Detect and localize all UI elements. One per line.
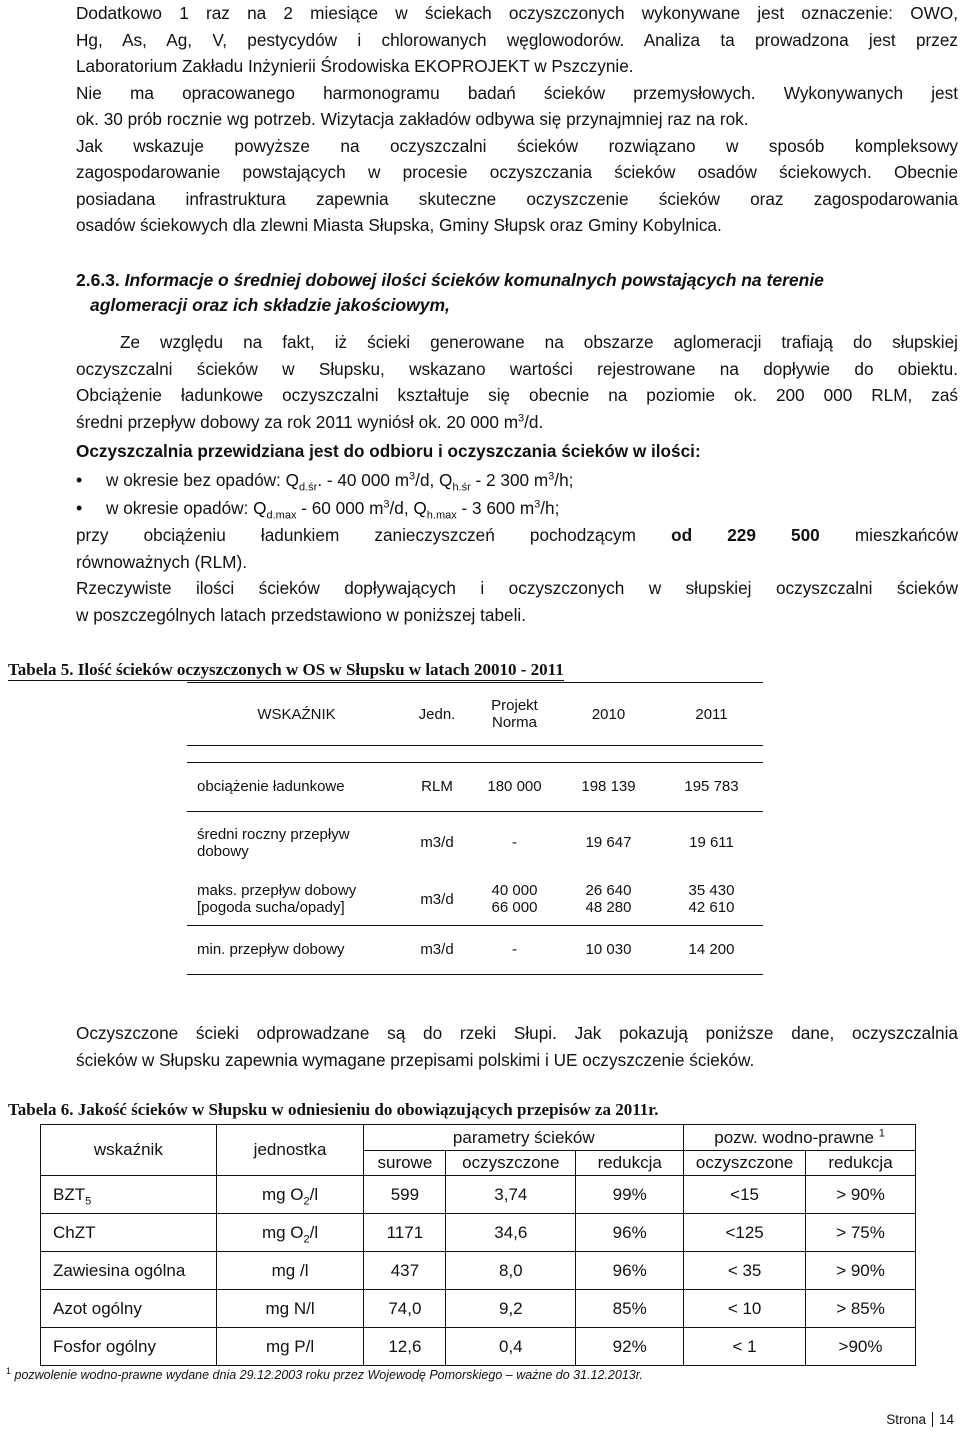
header-cell: surowe [364, 1151, 446, 1176]
table-row: Fosfor ogólny mg P/l 12,6 0,4 92% < 1 >90% [41, 1328, 916, 1366]
section-title-line1: Informacje o średniej dobowej ilości ścieków komunalnych powstających na terenie [124, 270, 824, 290]
list-item: • w okresie opadów: $Q_{d.max} - 60$ 000 $m^3/d$, $Q_{h.max} - 3$ 600 $m^3/h$; [76, 494, 956, 522]
intro-paragraph [76, 0, 958, 239]
section-title-line2: aglomeracji oraz ich składzie jakościowym, [90, 295, 450, 315]
flow-paragraph [76, 329, 958, 435]
header-cell: pozw. wodno-prawne $^1$ [684, 1125, 916, 1151]
header-cell: WSKAŹNIK [187, 683, 402, 746]
text-line: przy obciążeniu ładunkiem zanieczyszczeń pochodzącym od 229 500 mieszkańców [76, 525, 959, 545]
table-row: Azot ogólny mg N/l 74,0 9,2 85% < 10 > 85% [41, 1290, 916, 1328]
text-line: osadów ściekowych dla zlewni Miasta Słupska, Gminy Słupsk oraz Gminy Kobylnica. [76, 215, 722, 235]
table6-caption: Tabela 6. Jakość ścieków w Słupsku w odniesieniu do obowiązujących przepisów za 2011r. [8, 1100, 659, 1119]
text-line: Laboratorium Zakładu Inżynierii Środowiska EKOPROJEKT w Pszczynie. [76, 56, 634, 76]
list-item: • w okresie bez opadów: $Q_{d.śr}$. - 40 000 $m^3/d$, $Q_{h.śr} - 2$ 300 $m^3/h$; [76, 466, 956, 494]
header-cell: oczyszczone [446, 1151, 576, 1176]
header-cell: wskaźnik [41, 1125, 217, 1176]
page-number: Strona 14 [886, 1412, 954, 1427]
design-capacity-list [76, 466, 956, 522]
header-cell: redukcja [576, 1151, 684, 1176]
header-cell: parametry ścieków [364, 1125, 684, 1151]
table-row: średni roczny przepływ dobowy m3/d - 19 647 19 611 [197, 825, 734, 860]
table-row: ChZT mg $O_2/l$ 1171 34,6 96% <125 > 75% [41, 1214, 916, 1252]
text-line: w poszczególnych latach przedstawiono w poniższej tabeli. [76, 604, 526, 625]
header-cell: 2011 [660, 683, 763, 746]
text-line: Rzeczywiste ilości ścieków dopływających i oczyszczonych w słupskiej oczyszczalni ścieków [76, 578, 958, 598]
section-heading [76, 268, 936, 318]
table-row: Zawiesina ogólna mg /l 437 8,0 96% < 35 > 90% [41, 1252, 916, 1290]
text-line: Obciążenie ładunkowe oczyszczalni kształtuje się obecnie na poziomie ok. 200 000 RLM, zaś [76, 385, 958, 405]
text-line: Oczyszczone ścieki odprowadzane są do rzeki Słupi. Jak pokazują poniższe dane, oczyszczalnia [76, 1023, 958, 1043]
table-header-row [41, 1125, 916, 1151]
table5 [187, 682, 763, 975]
section-number: 2.6.3. [76, 270, 120, 290]
text-line: zagospodarowanie powstających w procesie oczyszczania ścieków osadów ściekowych. Obecnie [76, 162, 958, 182]
table-row: maks. przepływ dobowy [pogoda sucha/opady] m3/d 40 000 66 000 26 640 48 280 35 430 42 610 [197, 882, 735, 917]
load-paragraph [76, 522, 958, 628]
text-line: Ze względu na fakt, iż ścieki generowane na obszarze aglomeracji trafiają do słupskiej [120, 332, 958, 352]
text-line: Dodatkowo 1 raz na 2 miesiące w ściekach oczyszczonych wykonywane jest oznaczenie: OWO, [76, 3, 958, 23]
outflow-paragraph [76, 1020, 958, 1073]
text-line: Hg, As, Ag, V, pestycydów i chlorowanych węglowodorów. Analiza ta prowadzona jest przez [76, 29, 958, 50]
table-header-row [187, 683, 763, 746]
table-row: min. przepływ dobowy m3/d - 10 030 14 200 [187, 926, 763, 974]
header-cell: redukcja [806, 1151, 916, 1176]
header-cell: jednostka [216, 1125, 364, 1176]
header-cell: Projekt Norma [472, 683, 557, 746]
text-line: ścieków w Słupsku zapewnia wymagane przepisami polskimi i UE oczyszczenie ścieków. [76, 1049, 755, 1070]
header-cell: Jedn. [402, 683, 472, 746]
text-line: ok. 30 prób rocznie wg potrzeb. Wizytacja zakładów odbywa się przynajmniej raz na rok. [76, 109, 749, 129]
text-line: średni przepływ dobowy za rok 2011 wyniósł ok. 20 000 $m^3/d$. [76, 411, 544, 432]
text-line: Jak wskazuje powyższe na oczyszczalni ścieków rozwiązano w sposób kompleksowy [76, 135, 958, 156]
table6 [40, 1124, 916, 1366]
text-line: posiadana infrastruktura zapewnia skuteczne oczyszczenie ścieków oraz zagospodarowania [76, 188, 958, 209]
table-row: $BZT_5$ mg $O_2/l$ 599 3,74 99% <15 > 90% [41, 1176, 916, 1214]
text-line: oczyszczalni ścieków w Słupsku, wskazano wartości rejestrowane na dopływie do obiektu. [76, 358, 958, 379]
header-cell: 2010 [557, 683, 660, 746]
table6-footnote: $^1$ pozwolenie wodno-prawne wydane dnia 29.12.2003 roku przez Wojewodę Pomorskiego – ważne do 31.12.2013r. [6, 1365, 643, 1382]
table5-caption: Tabela 5. Ilość ścieków oczyszczonych w OS w Słupsku w latach 20010 - 2011 [8, 660, 564, 679]
header-cell: oczyszczone [684, 1151, 806, 1176]
text-line: równoważnych (RLM). [76, 551, 247, 572]
design-capacity-heading: Oczyszczalnia przewidziana jest do odbioru i oczyszczania ścieków w ilości: [76, 441, 701, 461]
text-line: Nie ma opracowanego harmonogramu badań ścieków przemysłowych. Wykonywanych jest [76, 82, 958, 103]
table-row: obciążenie ładunkowe RLM 180 000 198 139 195 783 [197, 778, 739, 796]
